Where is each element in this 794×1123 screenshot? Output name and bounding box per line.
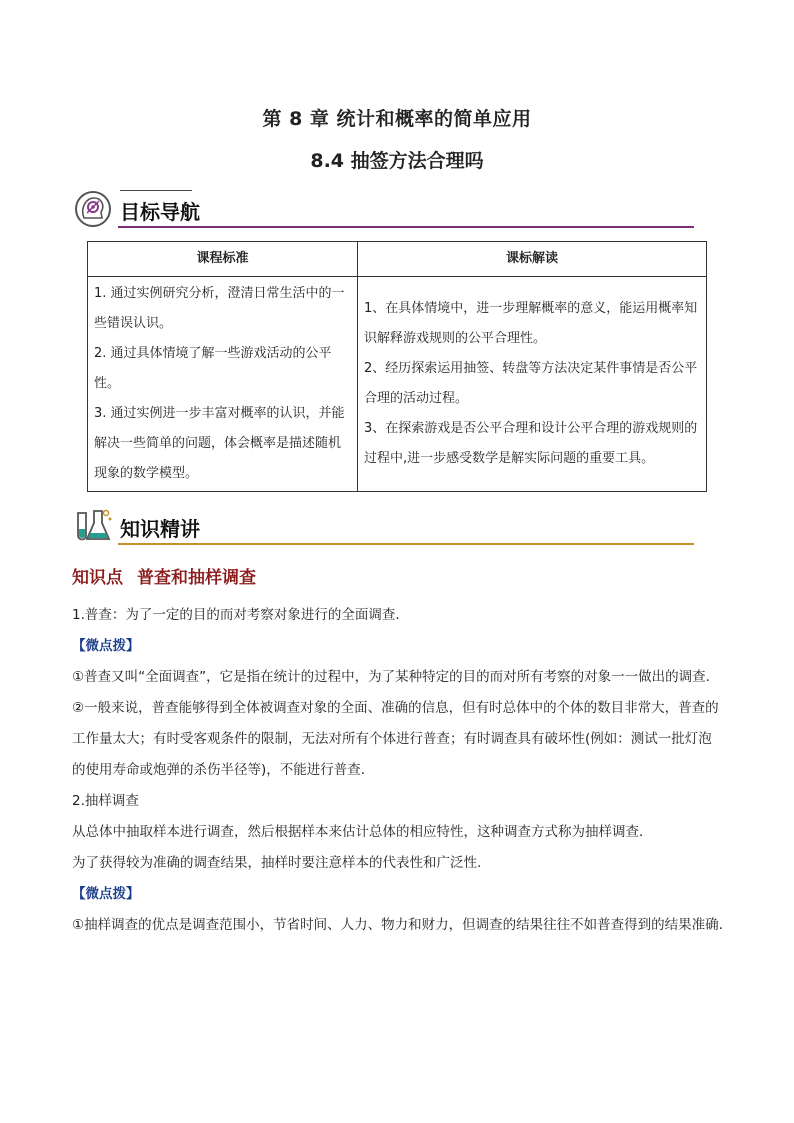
paragraph: 为了获得较为准确的调查结果，抽样时要注意样本的代表性和广泛性. bbox=[72, 855, 482, 871]
knowledge-point-title bbox=[72, 563, 256, 588]
paragraph: 从总体中抽取样本进行调查，然后根据样本来估计总体的相应特性，这种调查方式称为抽样调查． bbox=[72, 824, 653, 840]
standard-item: 1. 通过实例研究分析，澄清日常生活中的一些错误认识。 bbox=[94, 286, 345, 331]
interpretation-item: 3、在探索游戏是否公平合理和设计公平合理的游戏规则的过程中,进一步感受数学是解实际问题的重要工具。 bbox=[364, 421, 698, 466]
standard-interpretation-cell bbox=[358, 277, 707, 492]
tip-label: 【微点拨】 bbox=[72, 886, 140, 902]
standard-item: 2. 通过具体情境了解一些游戏活动的公平性。 bbox=[94, 346, 332, 391]
goals-heading-label: 目标导航 bbox=[120, 200, 200, 224]
course-standards-cell bbox=[88, 277, 358, 492]
point-label: 知识点 bbox=[72, 568, 123, 588]
goals-table bbox=[87, 241, 707, 492]
interpretation-item: 2、经历探索运用抽签、转盘等方法决定某件事情是否公平合理的活动过程。 bbox=[364, 361, 698, 406]
goals-heading bbox=[72, 188, 694, 234]
paragraph: ②一般来说，普查能够得到全体被调查对象的全面、准确的信息，但有时总体中的个体的数目非常大，普查的工作量太大；有时受客观条件的限制，无法对所有个体进行普查；有时调查具有破坏性(例如：测试一批灯泡的使用寿命或炮弹的杀伤半径等)，不能进行普查． bbox=[72, 700, 719, 778]
paragraph: ①抽样调查的优点是调查范围小，节省时间、人力、物力和财力，但调查的结果往往不如普查得到的结果准确. bbox=[72, 917, 723, 933]
brain-gear-icon bbox=[72, 188, 114, 230]
col2-header: 课标解读 bbox=[358, 242, 707, 277]
knowledge-content bbox=[72, 600, 724, 941]
flask-icon bbox=[72, 505, 114, 547]
paragraph: 1.普查：为了一定的目的而对考察对象进行的全面调查． bbox=[72, 607, 409, 623]
tip-label: 【微点拨】 bbox=[72, 638, 140, 654]
section-title: 8.4 抽签方法合理吗 bbox=[310, 150, 484, 172]
chapter-title: 第 8 章 统计和概率的简单应用 bbox=[262, 108, 532, 130]
point-title: 普查和抽样调查 bbox=[137, 568, 256, 588]
knowledge-heading bbox=[72, 505, 694, 551]
paragraph: ①普查又叫“全面调查”，它是指在统计的过程中，为了某种特定的目的而对所有考察的对象一一做出的调查. bbox=[72, 669, 710, 685]
interpretation-item: 1、在具体情境中，进一步理解概率的意义，能运用概率知识解释游戏规则的公平合理性。 bbox=[364, 301, 698, 346]
knowledge-heading-label: 知识精讲 bbox=[120, 517, 200, 541]
col1-header: 课程标准 bbox=[88, 242, 358, 277]
paragraph: 2.抽样调查 bbox=[72, 793, 139, 809]
standard-item: 3. 通过实例进一步丰富对概率的认识，并能解决一些简单的问题，体会概率是描述随机现象的数学模型。 bbox=[94, 406, 345, 481]
